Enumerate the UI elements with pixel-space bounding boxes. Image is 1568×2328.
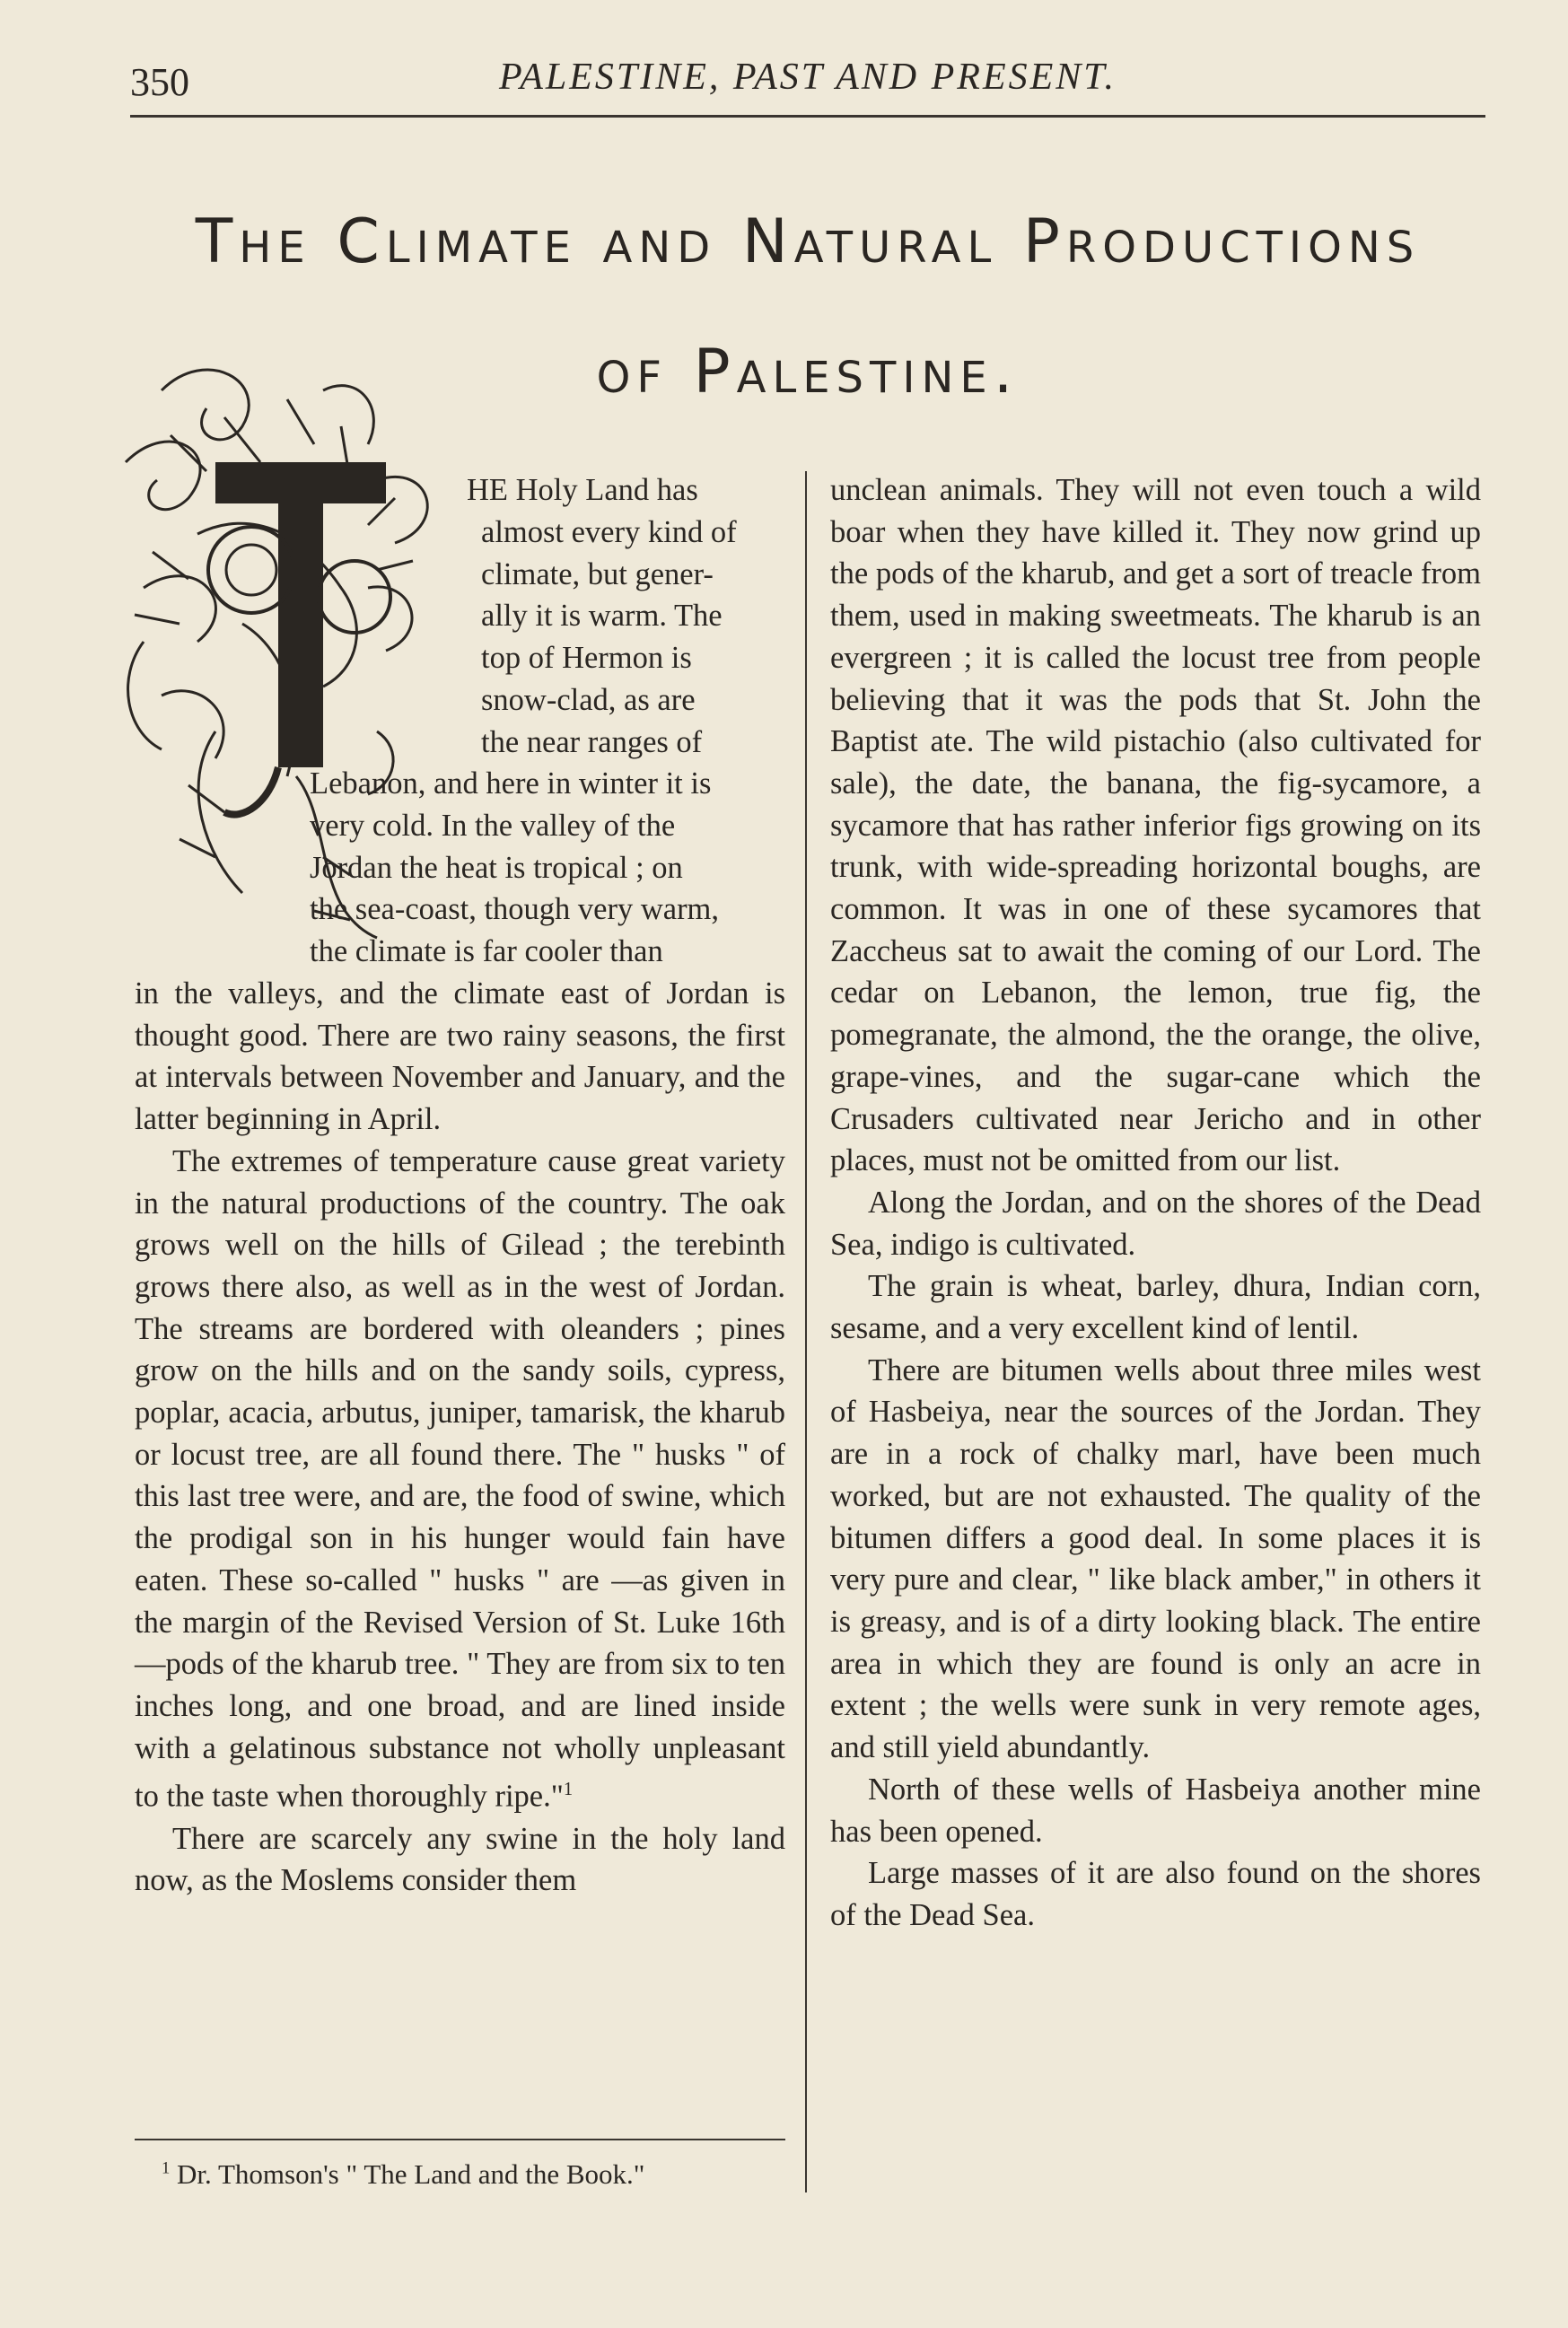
drop-cap-line: climate, but gener- [481, 557, 714, 591]
paragraph: There are bitumen wells about three miles west of Hasbeiya, near the sources of the Jordan. They are in a rock of chalky marl, have been much worked, but are not exhausted. The quality of the bitumen differs a good deal. In some places it is very pure and clear, " like black amber," in others it is greasy, and is of a dirty looking black. The entire area in which they are found is only an acre in extent ; the wells were sunk in very remote ages, and still yield abundantly. [830, 1352, 1481, 1765]
footnote [162, 2158, 644, 2191]
paragraph: in the valleys, and the climate east of Jordan is thought good. There are two rainy seasons, the first at intervals between November and January, and the latter beginning in April. [135, 976, 785, 1137]
paragraph: Along the Jordan, and on the shores of the Dead Sea, indigo is cultivated. [830, 1185, 1481, 1262]
footnote-marker: 1 [162, 2158, 171, 2178]
running-title: PALESTINE, PAST AND PRESENT. [498, 57, 1117, 98]
right-column [830, 469, 1481, 1937]
drop-cap-line: the climate is far cooler than [310, 934, 663, 968]
page-header [130, 52, 1485, 106]
drop-cap-line: top of Hermon is [481, 641, 692, 675]
column-divider [805, 471, 807, 2192]
header-rule [130, 115, 1485, 118]
paragraph: There are scarcely any swine in the holy land now, as the Moslems consider them [135, 1821, 785, 1898]
svg-text:T: T [323, 749, 324, 750]
chapter-title-line-2: of Palestine. [596, 337, 1020, 407]
drop-cap-line: Jordan the heat is tropical ; on [310, 851, 683, 885]
paragraph: The extremes of temperature cause great variety in the natural productions of the country. The oak grows well on the hills of Gilead ; the terebinth grows there also, as well as in the west of Jordan. The streams are bordered with oleanders ; pines grow on the hills and on the sandy soils, cypress, poplar, acacia, arbutus, juniper, tamarisk, the kharub or locust tree, are all found there. The " husks " of this last tree were, and are, the food of swine, which the prodigal son in his hunger would fain have eaten. These so-called " husks " are —as given in the margin of the Revised Version of St. Luke 16th—pods of the kharub tree. " They are from six to ten inches long, and one broad, and are lined inside with a gelatinous substance not wholly unpleasant to the taste when thoroughly ripe."$^1$ [135, 1143, 785, 1814]
paragraph: Large masses of it are also found on the shores of the Dead Sea. [830, 1856, 1481, 1932]
drop-cap-line: snow-clad, as are [481, 683, 696, 717]
footnote-rule [135, 2139, 785, 2140]
drop-cap-line: the sea-coast, though very warm, [310, 892, 720, 926]
left-column [135, 973, 785, 1902]
chapter-title-line-1: The Climate and Natural Productions [195, 206, 1421, 277]
drop-cap-line: the near ranges of [481, 725, 703, 759]
paragraph: The grain is wheat, barley, dhura, Indian corn, sesame, and a very excellent kind of lentil. [830, 1269, 1481, 1346]
paragraph: North of these wells of Hasbeiya another mine has been opened. [830, 1772, 1481, 1849]
drop-cap-line: ally it is warm. The [481, 599, 723, 633]
footnote-ref: 1 [563, 1780, 574, 1800]
paragraph: unclean animals. They will not even touch a wild boar when they have killed it. They now grind up the pods of the kharub, and get a sort of treacle from them, used in making sweetmeats. The kharub is an evergreen ; it is called the locust tree from people believing that it was the pods that St. John the Baptist ate. The wild pistachio (also cultivated for sale), the date, the banana, the fig-sycamore, a sycamore that has rather inferior figs growing on its trunk, with wide-spreading horizontal boughs, are common. It was in one of these sycamores that Zaccheus sat to await the coming of our Lord. The cedar on Lebanon, the lemon, true fig, the pomegranate, the almond, the the orange, the olive, grape-vines, and the sugar-cane which the Crusaders cultivated near Jericho and in other places, must not be omitted from our list. [830, 473, 1481, 1178]
drop-cap-line: Lebanon, and here in winter it is [310, 766, 712, 801]
drop-cap-line: very cold. In the valley of the [310, 809, 676, 843]
footnote-text: Dr. Thomson's " The Land and the Book." [177, 2158, 645, 2190]
drop-cap-line: almost every kind of [481, 515, 737, 549]
drop-cap-line: HE Holy Land has [467, 473, 698, 507]
page-number: 350 [130, 60, 189, 104]
